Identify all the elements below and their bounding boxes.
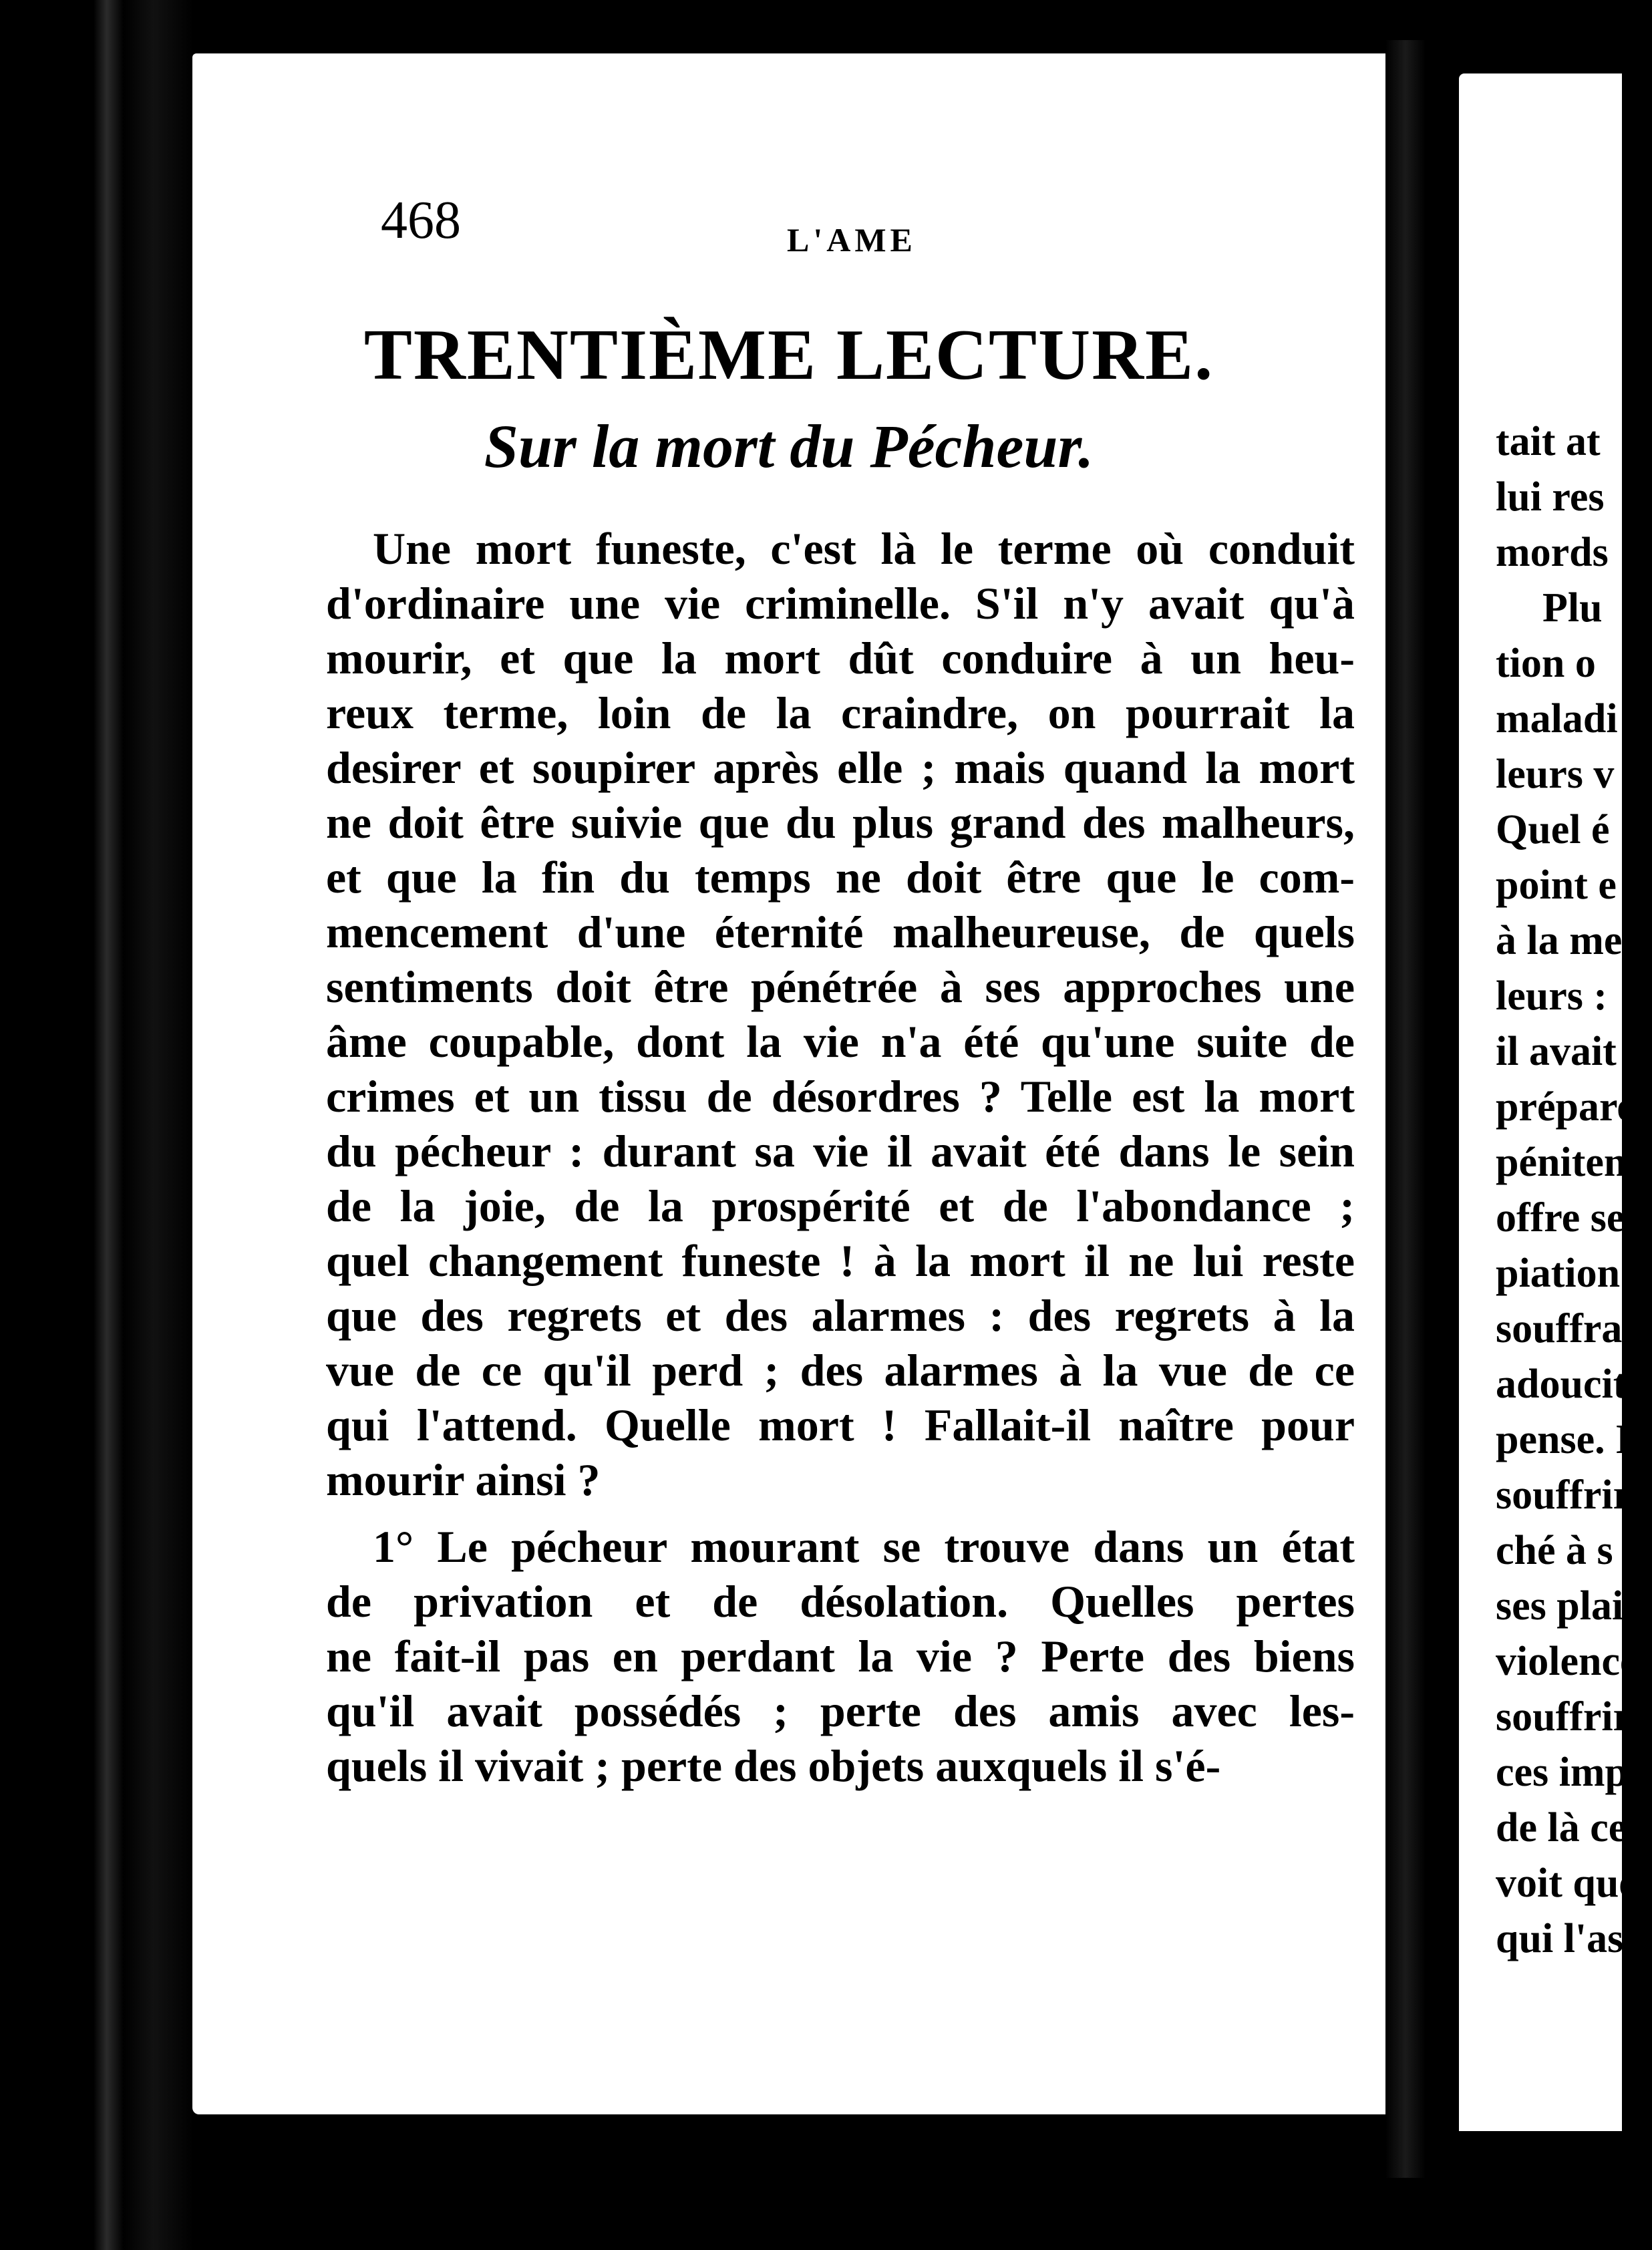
text-line: mencement d'une éternité malheureuse, de quels (326, 907, 1355, 957)
right-text-line: Quel é (1496, 807, 1610, 852)
text-line: sentiments doit être pénétrée à ses approches une (326, 961, 1355, 1012)
right-text-line: maladi (1496, 696, 1618, 742)
text-line: du pécheur : durant sa vie il avait été dans le sein (326, 1126, 1355, 1176)
right-text-line: lui res (1496, 474, 1605, 520)
text-line: et que la fin du temps ne doit être que le com- (326, 852, 1355, 903)
text-line: quels il vivait ; perte des objets auxquels il s'é- (326, 1740, 1221, 1791)
right-text-line: tait at (1496, 419, 1601, 464)
text-line: ne doit être suivie que du plus grand des malheurs, (326, 797, 1355, 848)
text-line: qu'il avait possédés ; perte des amis avec les- (326, 1685, 1355, 1736)
text-line: vue de ce qu'il perd ; des alarmes à la vue de ce (326, 1345, 1355, 1396)
book-gutter (1385, 40, 1459, 2178)
right-page-text (1496, 414, 1652, 1967)
text-line: Une mort funeste, c'est là le terme où conduit (373, 523, 1355, 574)
right-text-line: ché à s (1496, 1528, 1613, 1573)
right-page (1459, 73, 1652, 2131)
text-line: que des regrets et des alarmes : des regrets à la (326, 1290, 1355, 1341)
right-text-line: offre ses (1496, 1195, 1641, 1241)
text-line: de privation et de désolation. Quelles pertes (326, 1576, 1355, 1627)
text-line: ne fait-il pas en perdant la vie ? Perte des biens (326, 1631, 1355, 1681)
right-text-line: mords (1496, 530, 1609, 575)
text-line: quel changement funeste ! à la mort il ne lui reste (326, 1235, 1355, 1286)
right-text-line: violence (1496, 1639, 1639, 1684)
right-text-line: point e (1496, 862, 1617, 908)
text-line: âme coupable, dont la vie n'a été qu'une suite de (326, 1016, 1355, 1067)
text-line: crimes et un tissu de désordres ? Telle est la mort (326, 1071, 1355, 1122)
right-text-line: souffran (1496, 1306, 1645, 1351)
right-text-line: qui l'as (1496, 1916, 1624, 1961)
body-text (326, 521, 1355, 1793)
right-text-line: pense. I (1496, 1417, 1632, 1462)
text-line: de la joie, de la prospérité et de l'abondance ; (326, 1180, 1355, 1231)
page-number: 468 (381, 191, 461, 250)
paragraph-gap (326, 1507, 1355, 1519)
right-text-line: adoucit (1496, 1361, 1627, 1407)
right-text-line: ses plais (1496, 1583, 1640, 1629)
right-text-line: piation (1496, 1251, 1621, 1296)
chapter-title: TRENTIÈME LECTURE. (363, 315, 1214, 395)
right-text-line: souffrira (1496, 1694, 1652, 1740)
right-text-line: leurs : (1496, 973, 1608, 1019)
right-text-line: voit que (1496, 1861, 1637, 1906)
text-line: reux terme, loin de la craindre, on pourrait la (326, 687, 1355, 738)
right-text-line: souffrir (1496, 1472, 1632, 1518)
right-text-line: à la me (1496, 918, 1623, 963)
running-head: L'AME (787, 221, 917, 259)
right-text-line: Plu (1542, 585, 1603, 631)
text-line: mourir ainsi ? (326, 1454, 601, 1505)
right-text-line: péniten (1496, 1140, 1627, 1185)
right-text-line: de là ce (1496, 1805, 1627, 1851)
paragraph-2 (326, 1519, 1355, 1793)
text-line: d'ordinaire une vie criminelle. S'il n'y avait qu'à (326, 578, 1355, 629)
text-line: 1° Le pécheur mourant se trouve dans un état (373, 1521, 1355, 1572)
right-text-line: leurs v (1496, 752, 1615, 797)
text-line: qui l'attend. Quelle mort ! Fallait-il naître pour (326, 1400, 1355, 1450)
paragraph-1 (326, 521, 1355, 1507)
chapter-subtitle: Sur la mort du Pécheur. (484, 412, 1094, 480)
book-spine (0, 0, 194, 2250)
text-line: desirer et soupirer après elle ; mais quand la mort (326, 742, 1355, 793)
right-text-line: prépare (1496, 1084, 1635, 1130)
right-text-line: ces impa (1496, 1750, 1649, 1795)
text-line: mourir, et que la mort dût conduire à un heu- (326, 633, 1355, 683)
right-text-line: il avait (1496, 1029, 1617, 1074)
right-text-line: tion o (1496, 641, 1596, 686)
left-page (192, 53, 1385, 2114)
